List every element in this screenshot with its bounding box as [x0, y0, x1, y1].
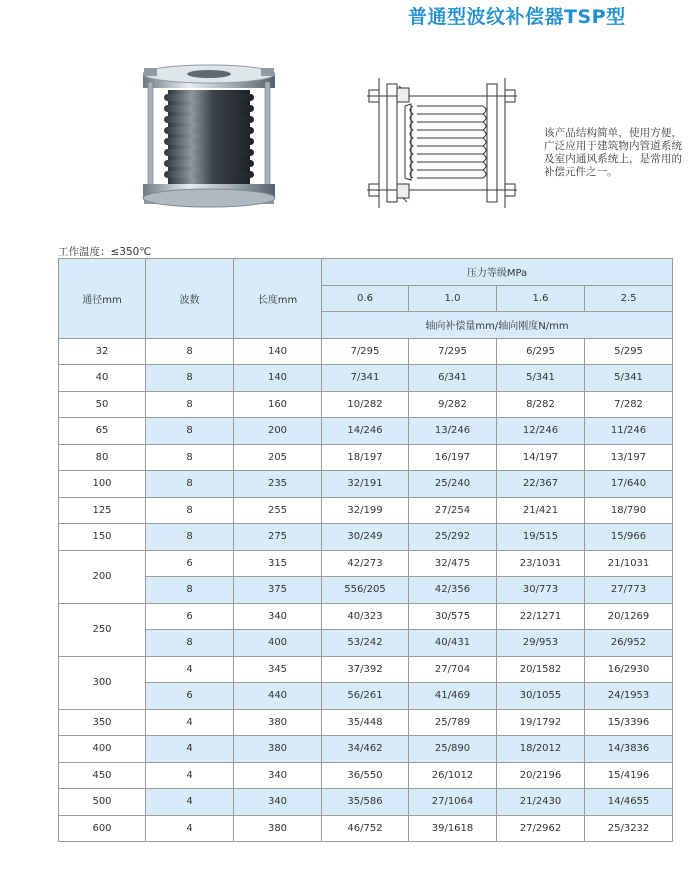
- cell-compensation: 27/773: [585, 577, 673, 604]
- cell-length: 340: [234, 762, 322, 789]
- cell-compensation: 9/282: [409, 391, 497, 418]
- cell-compensation: 24/1953: [585, 683, 673, 710]
- table-row: [59, 630, 673, 657]
- cell-diameter: 200: [59, 550, 146, 603]
- cell-compensation: 22/367: [497, 471, 585, 498]
- page-title: 普通型波纹补偿器TSP型: [408, 6, 626, 28]
- cell-waves: 4: [146, 656, 234, 683]
- pressure-value: 0.6: [322, 285, 409, 312]
- cell-compensation: 35/448: [322, 709, 409, 736]
- cell-length: 380: [234, 736, 322, 763]
- cell-compensation: 53/242: [322, 630, 409, 657]
- table-row: [59, 789, 673, 816]
- header-diameter: 通径mm: [59, 259, 146, 339]
- cell-waves: 8: [146, 365, 234, 392]
- cell-compensation: 13/246: [409, 418, 497, 445]
- cell-compensation: 21/1031: [585, 550, 673, 577]
- table-row: [59, 391, 673, 418]
- cell-waves: 8: [146, 391, 234, 418]
- cell-compensation: 19/1792: [497, 709, 585, 736]
- cell-waves: 8: [146, 497, 234, 524]
- cell-waves: 4: [146, 709, 234, 736]
- cell-compensation: 23/1031: [497, 550, 585, 577]
- cell-diameter: 150: [59, 524, 146, 551]
- cell-compensation: 29/953: [497, 630, 585, 657]
- cell-compensation: 30/575: [409, 603, 497, 630]
- cell-length: 380: [234, 815, 322, 842]
- table-header-row: [59, 259, 673, 286]
- table-row: [59, 497, 673, 524]
- cell-compensation: 26/952: [585, 630, 673, 657]
- table-row: [59, 762, 673, 789]
- cell-length: 205: [234, 444, 322, 471]
- cell-length: 380: [234, 709, 322, 736]
- header-compensation: 轴向补偿量mm/轴向刚度N/mm: [322, 312, 673, 339]
- table-row: [59, 550, 673, 577]
- cell-diameter: 65: [59, 418, 146, 445]
- cell-compensation: 16/2930: [585, 656, 673, 683]
- working-temperature: 工作温度：≤350℃: [58, 246, 152, 258]
- cell-compensation: 20/2196: [497, 762, 585, 789]
- cell-compensation: 21/421: [497, 497, 585, 524]
- cell-waves: 4: [146, 789, 234, 816]
- table-row: [59, 603, 673, 630]
- cell-diameter: 300: [59, 656, 146, 709]
- table-row: [59, 709, 673, 736]
- cell-compensation: 25/240: [409, 471, 497, 498]
- cell-diameter: 350: [59, 709, 146, 736]
- cell-compensation: 27/2962: [497, 815, 585, 842]
- cell-compensation: 14/3836: [585, 736, 673, 763]
- cell-length: 345: [234, 656, 322, 683]
- cell-compensation: 15/4196: [585, 762, 673, 789]
- cell-length: 400: [234, 630, 322, 657]
- cell-compensation: 30/249: [322, 524, 409, 551]
- cell-compensation: 25/789: [409, 709, 497, 736]
- cell-compensation: 16/197: [409, 444, 497, 471]
- cell-compensation: 25/292: [409, 524, 497, 551]
- cell-compensation: 39/1618: [409, 815, 497, 842]
- cell-compensation: 11/246: [585, 418, 673, 445]
- cell-diameter: 125: [59, 497, 146, 524]
- cell-compensation: 25/3232: [585, 815, 673, 842]
- cell-compensation: 34/462: [322, 736, 409, 763]
- cell-compensation: 30/773: [497, 577, 585, 604]
- cell-compensation: 13/197: [585, 444, 673, 471]
- cell-compensation: 14/197: [497, 444, 585, 471]
- cell-compensation: 19/515: [497, 524, 585, 551]
- cell-waves: 8: [146, 577, 234, 604]
- cell-compensation: 40/323: [322, 603, 409, 630]
- pressure-value: 2.5: [585, 285, 673, 312]
- cell-diameter: 500: [59, 789, 146, 816]
- table-row: [59, 524, 673, 551]
- cell-waves: 4: [146, 736, 234, 763]
- cell-length: 275: [234, 524, 322, 551]
- cell-diameter: 32: [59, 338, 146, 365]
- cell-compensation: 5/341: [497, 365, 585, 392]
- cell-compensation: 42/356: [409, 577, 497, 604]
- cell-compensation: 18/197: [322, 444, 409, 471]
- header-pressure: 压力等级MPa: [322, 259, 673, 286]
- cell-waves: 6: [146, 683, 234, 710]
- cell-compensation: 6/341: [409, 365, 497, 392]
- table-row: [59, 338, 673, 365]
- cell-compensation: 14/246: [322, 418, 409, 445]
- table-row: [59, 736, 673, 763]
- table-row: [59, 577, 673, 604]
- cell-waves: 4: [146, 762, 234, 789]
- cell-length: 375: [234, 577, 322, 604]
- cell-compensation: 36/550: [322, 762, 409, 789]
- cell-compensation: 556/205: [322, 577, 409, 604]
- table-row: [59, 656, 673, 683]
- cell-waves: 8: [146, 338, 234, 365]
- cell-compensation: 32/199: [322, 497, 409, 524]
- cell-compensation: 15/966: [585, 524, 673, 551]
- cell-length: 340: [234, 603, 322, 630]
- cell-compensation: 32/191: [322, 471, 409, 498]
- cell-diameter: 600: [59, 815, 146, 842]
- cell-compensation: 37/392: [322, 656, 409, 683]
- cell-compensation: 26/1012: [409, 762, 497, 789]
- table-row: [59, 444, 673, 471]
- cell-compensation: 41/469: [409, 683, 497, 710]
- cell-compensation: 7/295: [322, 338, 409, 365]
- cell-waves: 8: [146, 630, 234, 657]
- cell-diameter: 400: [59, 736, 146, 763]
- pressure-value: 1.6: [497, 285, 585, 312]
- table-row: [59, 683, 673, 710]
- cell-compensation: 18/790: [585, 497, 673, 524]
- cell-waves: 4: [146, 815, 234, 842]
- cell-length: 235: [234, 471, 322, 498]
- cell-waves: 8: [146, 444, 234, 471]
- cell-diameter: 450: [59, 762, 146, 789]
- cell-diameter: 250: [59, 603, 146, 656]
- table-row: [59, 365, 673, 392]
- cell-length: 315: [234, 550, 322, 577]
- cell-compensation: 22/1271: [497, 603, 585, 630]
- cell-compensation: 30/1055: [497, 683, 585, 710]
- cell-waves: 6: [146, 603, 234, 630]
- cell-compensation: 8/282: [497, 391, 585, 418]
- cell-compensation: 17/640: [585, 471, 673, 498]
- cell-diameter: 80: [59, 444, 146, 471]
- cell-diameter: 50: [59, 391, 146, 418]
- cell-compensation: 7/282: [585, 391, 673, 418]
- cell-waves: 8: [146, 524, 234, 551]
- cell-compensation: 14/4655: [585, 789, 673, 816]
- cell-length: 440: [234, 683, 322, 710]
- cell-compensation: 40/431: [409, 630, 497, 657]
- cell-waves: 8: [146, 471, 234, 498]
- cell-compensation: 35/586: [322, 789, 409, 816]
- cell-diameter: 40: [59, 365, 146, 392]
- cell-compensation: 32/475: [409, 550, 497, 577]
- cell-compensation: 20/1269: [585, 603, 673, 630]
- section-drawing: [357, 76, 527, 210]
- cell-compensation: 46/752: [322, 815, 409, 842]
- cell-compensation: 27/704: [409, 656, 497, 683]
- cell-waves: 8: [146, 418, 234, 445]
- cell-length: 340: [234, 789, 322, 816]
- cell-length: 140: [234, 338, 322, 365]
- cell-compensation: 7/295: [409, 338, 497, 365]
- cell-compensation: 5/341: [585, 365, 673, 392]
- cell-compensation: 20/1582: [497, 656, 585, 683]
- cell-length: 160: [234, 391, 322, 418]
- cell-compensation: 7/341: [322, 365, 409, 392]
- header-waves: 波数: [146, 259, 234, 339]
- cell-compensation: 10/282: [322, 391, 409, 418]
- cell-compensation: 12/246: [497, 418, 585, 445]
- cell-compensation: 15/3396: [585, 709, 673, 736]
- cell-length: 255: [234, 497, 322, 524]
- spec-table: [58, 258, 673, 842]
- product-photo: [128, 56, 290, 218]
- cell-compensation: 25/890: [409, 736, 497, 763]
- cell-waves: 6: [146, 550, 234, 577]
- cell-compensation: 42/273: [322, 550, 409, 577]
- cell-compensation: 6/295: [497, 338, 585, 365]
- pressure-value: 1.0: [409, 285, 497, 312]
- cell-compensation: 5/295: [585, 338, 673, 365]
- table-row: [59, 471, 673, 498]
- cell-compensation: 56/261: [322, 683, 409, 710]
- cell-length: 200: [234, 418, 322, 445]
- cell-compensation: 27/1064: [409, 789, 497, 816]
- table-row: [59, 815, 673, 842]
- cell-compensation: 18/2012: [497, 736, 585, 763]
- table-row: [59, 418, 673, 445]
- cell-diameter: 100: [59, 471, 146, 498]
- product-description: 该产品结构简单，使用方便，广泛应用于建筑物内管道系统及室内通风系统上，是常用的补偿元件之一。: [544, 127, 682, 178]
- cell-compensation: 21/2430: [497, 789, 585, 816]
- header-length: 长度mm: [234, 259, 322, 339]
- cell-length: 140: [234, 365, 322, 392]
- cell-compensation: 27/254: [409, 497, 497, 524]
